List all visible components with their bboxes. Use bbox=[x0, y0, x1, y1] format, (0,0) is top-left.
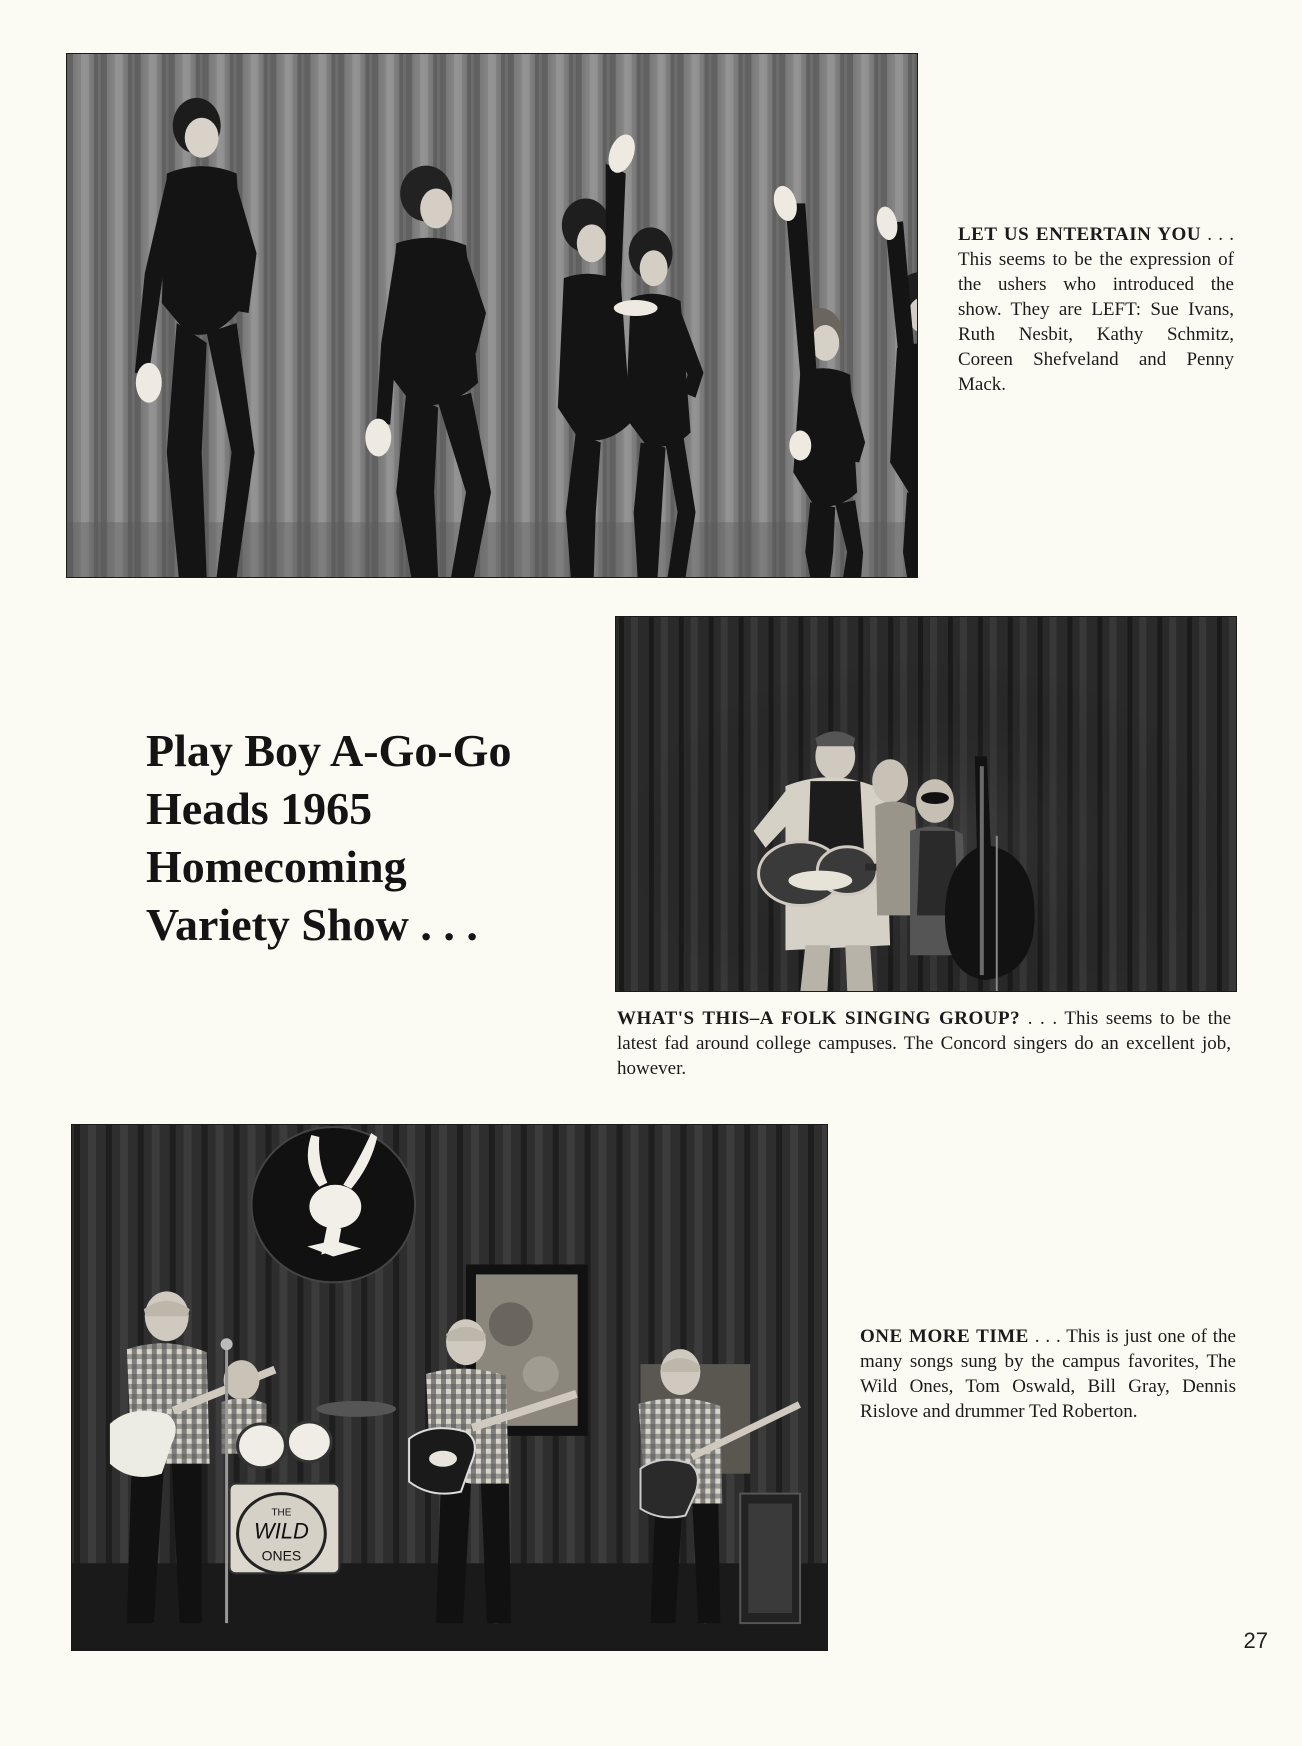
drum-text-wild: WILD bbox=[254, 1518, 309, 1544]
ushers-caption-lead: LET US ENTERTAIN YOU bbox=[958, 224, 1202, 245]
ushers-caption-text: . . . This seems to be the expression of the ushers who introduced the show. They are LEFT: Sue Ivans, Ruth Nesbit, Kathy Schmitz, Coreen Shefveland and Penny Mack. bbox=[958, 224, 1235, 395]
folk-group-caption bbox=[617, 1006, 1231, 1081]
wild-ones-caption bbox=[860, 1324, 1236, 1424]
headline-line-2: Heads 1965 bbox=[146, 783, 373, 834]
wild-ones-caption-lead: ONE MORE TIME bbox=[860, 1326, 1029, 1347]
ushers-photo bbox=[66, 53, 918, 578]
headline-line-4: Variety Show . . . bbox=[146, 899, 478, 950]
ushers-caption bbox=[958, 222, 1234, 397]
drum-text-the: THE bbox=[271, 1507, 292, 1519]
headline-line-1: Play Boy A-Go-Go bbox=[146, 725, 512, 776]
page-headline bbox=[146, 722, 586, 954]
drum-text-ones: ONES bbox=[261, 1547, 302, 1564]
headline-line-3: Homecoming bbox=[146, 841, 407, 892]
page-number: 27 bbox=[1243, 1628, 1268, 1653]
folk-group-caption-lead: WHAT'S THIS–A FOLK SINGING GROUP? bbox=[617, 1008, 1021, 1029]
folk-group-caption-text: . . . This seems to be the latest fad around college campuses. The Concord singers do an excellent job, however. bbox=[617, 1008, 1232, 1079]
wild-ones-caption-text: . . . This is just one of the many songs sung by the campus favorites, The Wild Ones, Tom Oswald, Bill Gray, Dennis Rislove and drummer Ted Roberton. bbox=[860, 1326, 1236, 1422]
wild-ones-photo bbox=[71, 1124, 828, 1651]
folk-group-photo bbox=[615, 616, 1237, 992]
